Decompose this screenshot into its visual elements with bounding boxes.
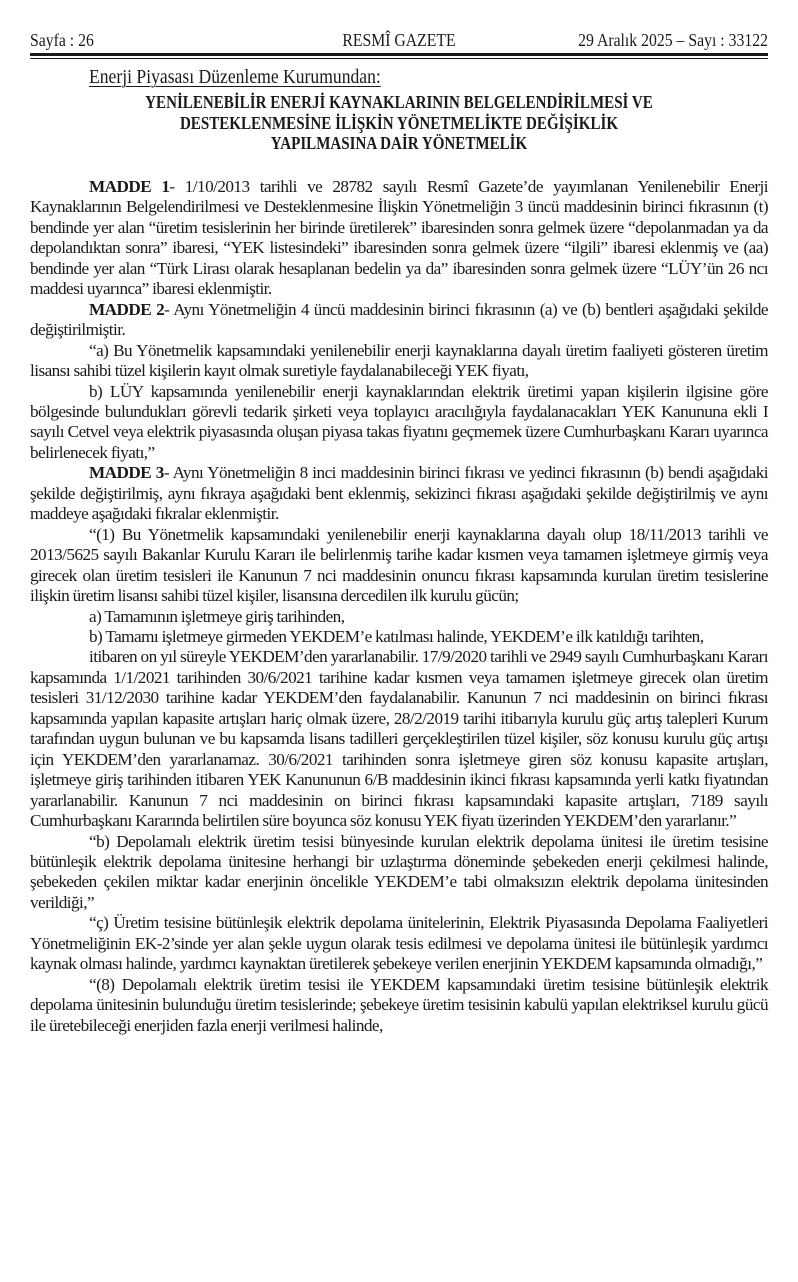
title-line: DESTEKLENMESİNE İLİŞKİN YÖNETMELİKTE DEĞİŞİKLİK bbox=[179, 112, 619, 133]
paragraph: b) LÜY kapsamında yenilenebilir enerji kaynaklarından elektrik üretimi yapan kişilerin ilgisine göre bölgesinde bulundukları görevli tedarik şirketi veya toplayıcı aracılığıyla faydalanacakları YEK Kanununa ekli I sayılı Cetvel veya elektrik piyasasında oluşan piyasa takas fiyatını geçmemek üzere Cumhurbaşkanı Kararı uyarınca belirlenecek fiyatı,” bbox=[30, 381, 768, 462]
article-label: MADDE 1 bbox=[89, 177, 170, 196]
header-rule-thin bbox=[30, 58, 768, 59]
paragraph: “(1) Bu Yönetmelik kapsamındaki yenilenebilir enerji kaynaklarına dayalı olup 18/11/2013 tarihli ve 2013/5625 sayılı Bakanlar Kurulu Kararı ile belirlenmiş tarihe kadar kısmen veya tamamen işletmeye girmiş veya girecek olan üretim tesisleri ile Kanunun 7 nci maddesinin onuncu fıkrası kapsamında kurulan üretim tesislerine ilişkin üretim lisansı sahibi tüzel kişiler, lisansına dercedilen ilk kurulu gücün; bbox=[30, 524, 768, 606]
header-rule-thick bbox=[30, 53, 768, 56]
article-text: - 1/10/2013 tarihli ve 28782 sayılı Resmî Gazete’de yayımlanan Yenilenebilir Enerji Kaynaklarının Belgelendirilmesi ve Desteklenmesine İlişkin Yönetmeliğin 3 üncü maddesinin birinci fıkrasının (t) bendinde yer alan “üretim tesislerinin her birinde üretilerek” ibaresinden sonra gelmek üzere “depolanmadan ya da depolandıktan sonra” ibaresi, “YEK listesindeki” ibaresinden sonra gelmek üzere “ilgili” ibaresi eklenmiş ve (aa) bendinde yer alan “Türk Lirası olarak hesaplanan bedelin ya da” ibaresinden sonra gelmek üzere “LÜY’ün 26 ncı maddesi uyarınca” ibaresi eklenmiştir. bbox=[30, 177, 769, 299]
paragraph: “b) Depolamalı elektrik üretim tesisi bünyesinde kurulan elektrik depolama ünitesi ile üretim tesisine bütünleşik elektrik depolama ünitesine herhangi bir uzlaştırma döneminde şebekeden enerji çekilmesi halinde, şebekeden çekilen miktar kadar enerjinin öncelikle YEKDEM’e tabi olmaksızın elektrik depolama ünitesinden verildiği,” bbox=[30, 831, 768, 912]
paragraph: itibaren on yıl süreyle YEKDEM’den yararlanabilir. 17/9/2020 tarihli ve 2949 sayılı Cumhurbaşkanı Kararı kapsamında 1/1/2021 tarihinden 30/6/2021 tarihine kadar kısmen veya tamamen işletmeye girecek olan üretim tesisleri 31/12/2030 tarihine kadar YEKDEM’den faydalanabilir. Kanunun 7 nci maddesinin on birinci fıkrası kapsamında yapılan kapasite artışları hariç olmak üzere, 28/2/2019 tarihi itibarıyla kurulu güç artış talepleri Kurum tarafından uygun bulunan ve bu kapsamda lisans tadilleri gerçekleştirilen tüzel kişiler, söz konusu kurulu güç artışı için YEKDEM’den yararlanamaz. 30/6/2021 tarihinden sonra işletmeye giren söz konusu kapasite artışları, işletmeye giriş tarihinden itibaren YEK Kanununun 6/B maddesinin ikinci fıkrası kapsamında yerli katkı fiyatından yararlanabilir. Kanunun 7 nci maddesinin on birinci fıkrası kapsamındaki kapasite artışları, 7189 sayılı Cumhurbaşkanı Kararında belirtilen süre boyunca söz konusu YEK fiyatı üzerinden YEKDEM’den yararlanır.” bbox=[30, 647, 768, 831]
paragraph: a) Tamamının işletmeye giriş tarihinden, bbox=[89, 606, 345, 626]
article-label: MADDE 2 bbox=[89, 299, 165, 319]
issue-date: 29 Aralık 2025 – Sayı : 33122 bbox=[578, 30, 768, 50]
paragraph: “a) Bu Yönetmelik kapsamındaki yenilenebilir enerji kaynaklarına dayalı üretim faaliyeti gösteren üretim lisansı sahibi tüzel kişilerin kayıt olmak suretiyle faydalanabileceği YEK fiyatı, bbox=[30, 340, 768, 381]
publication-name: RESMÎ GAZETE bbox=[342, 30, 456, 50]
article-1 bbox=[30, 177, 768, 300]
regulation-title bbox=[30, 92, 768, 154]
article-3 bbox=[30, 463, 768, 524]
paragraph: “(8) Depolamalı elektrik üretim tesisi ile YEKDEM kapsamındaki üretim tesisine bütünleşik elektrik depolama ünitesinin bulunduğu üretim tesislerinde; şebekeye üretim tesisinin kabulü yapılan elektriksel kurulu gücü ile üretebileceği enerjiden fazla enerji verilmesi halinde, bbox=[30, 974, 768, 1035]
title-line: YAPILMASINA DAİR YÖNETMELİK bbox=[270, 133, 528, 153]
article-text: - Aynı Yönetmeliğin 8 inci maddesinin birinci fıkrası ve yedinci fıkrasının (b) bendi aşağıdaki şekilde değiştirilmiş, aynı fıkraya aşağıdaki bent eklenmiş, sekizinci fıkrası aşağıdaki şekilde değiştirilmiş ve aynı maddeye aşağıdaki fıkralar eklenmiştir. bbox=[30, 463, 768, 524]
article-2 bbox=[30, 300, 768, 341]
article-text: - Aynı Yönetmeliğin 4 üncü maddesinin birinci fıkrasının (a) ve (b) bentleri aşağıdaki şekilde değiştirilmiştir. bbox=[30, 299, 768, 340]
paragraph: b) Tamamı işletmeye girmeden YEKDEM’e katılması halinde, YEKDEM’e ilk katıldığı tarihten, bbox=[89, 626, 704, 646]
document-body bbox=[30, 177, 768, 1036]
paragraph: “ç) Üretim tesisine bütünleşik elektrik depolama ünitelerinin, Elektrik Piyasasında Depolama Faaliyetleri Yönetmeliğinin EK-2’sinde yer alan şekle uygun olarak tesis edilmesi ve depolama ünitesi ile bütünleşik yardımcı kaynak olması halinde, yardımcı kaynaktan üretilerek şebekeye verilen enerjinin YEKDEM kapsamında olmadığı,” bbox=[30, 913, 768, 974]
running-header bbox=[30, 29, 768, 51]
issuing-authority: Enerji Piyasası Düzenleme Kurumundan: bbox=[89, 66, 381, 88]
title-line: YENİLENEBİLİR ENERJİ KAYNAKLARININ BELGELENDİRİLMESİ VE bbox=[145, 92, 653, 112]
article-label: MADDE 3 bbox=[89, 463, 164, 483]
page-number: Sayfa : 26 bbox=[30, 30, 94, 50]
